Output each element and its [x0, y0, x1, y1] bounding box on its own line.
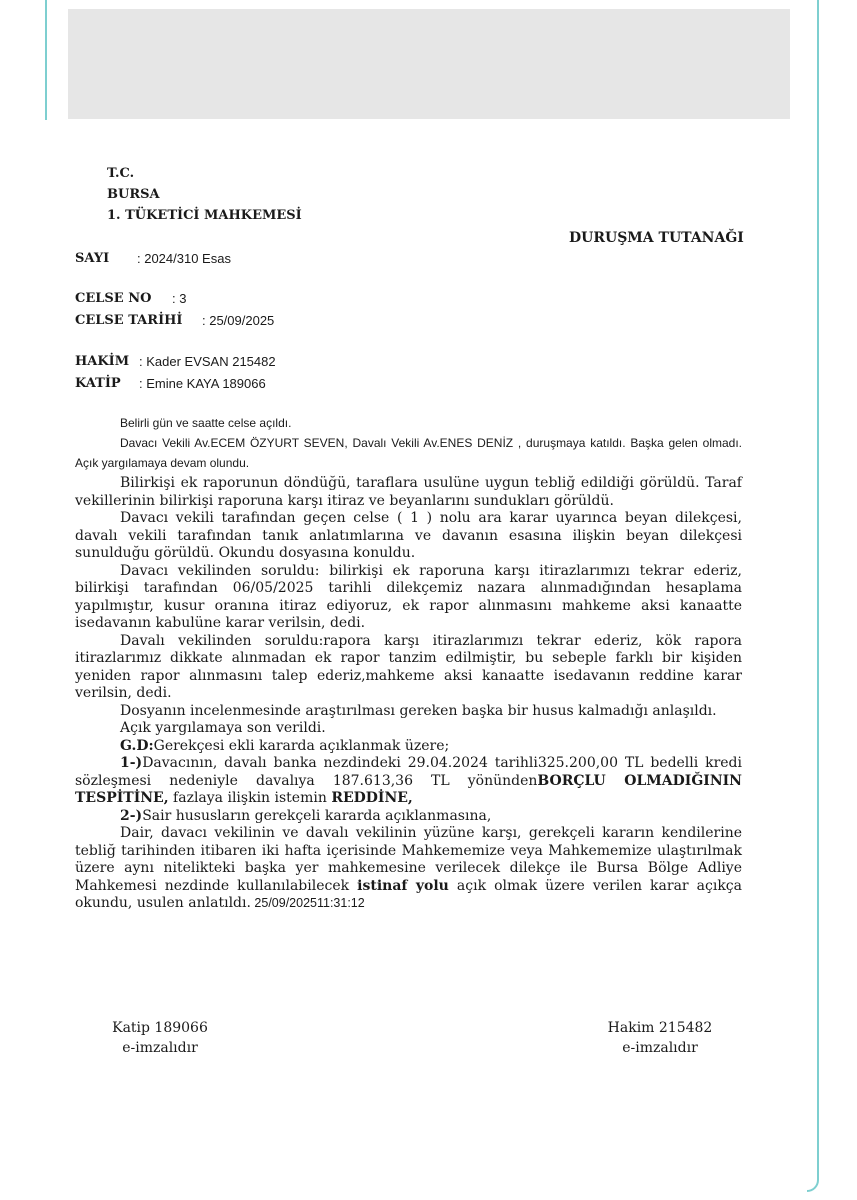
hakim-value: : Kader EVSAN 215482 [139, 354, 276, 369]
gd-label: G.D: [120, 737, 154, 754]
katip-label: KATİP [75, 376, 121, 391]
item1-text-a: Davacının, davalı banka nezdindeki 29.04.2024 tarihli325.200,00 TL bedelli kredi sözleşmesi nedeniyle davalıya 187.613,36 TL yönünden [75, 755, 742, 789]
item1-bold: BORÇLU OLMADIĞININ TESPİTİNE, [75, 772, 742, 806]
verdict-item-1 [75, 755, 742, 808]
hakim-signature [590, 1018, 730, 1058]
header-court: 1. TÜKETİCİ MAHKEMESİ [107, 208, 302, 223]
item2-text: Sair hususların gerekçeli kararda açıklanmasına, [142, 807, 492, 824]
hakim-signature-name: Hakim 215482 [607, 1020, 713, 1036]
sayi-label: SAYI [75, 251, 110, 266]
paragraph-expert-report: Bilirkişi ek raporunun döndüğü, taraflara usulüne uygun tebliğ edildiği görüldü. Taraf vekillerinin bilirkişi raporuna karşı itiraz ve beyanlarını sundukları görüldü. [75, 475, 742, 509]
header-city: BURSA [107, 187, 160, 202]
verdict-item-2 [75, 808, 742, 826]
appeal-text-a: Dair, davacı vekilinin ve davalı vekilinin yüzüne karşı, gerekçeli kararın kendilerine tebliğ tarihinden itibaren iki hafta içerisinde Mahkememize veya Mahkememize ulaştırılmak üzere aynı nitelikteki başka yer mahkemesine verilecek dilekçe ile Bursa Bölge Adliye Mahkemesi nezdinde kullanılabilecek [75, 825, 742, 894]
celse-no-label: CELSE NO [75, 291, 152, 306]
paragraph-petitions: Davacı vekili tarafından geçen celse ( 1 ) nolu ara karar uyarınca beyan dilekçesi, davalı vekili tarafından tanık anlatımlarına ve davanın esasına ilişkin beyan dilekçesi sunulduğu görüldü. Okundu dosyasına konuldu. [75, 510, 742, 561]
celse-tarihi-label: CELSE TARİHİ [75, 313, 183, 328]
hakim-label: HAKİM [75, 354, 130, 369]
paragraph-review: Dosyanın incelenmesinde araştırılması gereken başka bir husus kalmadığı anlaşıldı. [120, 702, 717, 719]
celse-no-value: : 3 [172, 291, 187, 306]
paragraph-opening: Belirli gün ve saatte celse açıldı. [120, 416, 292, 430]
celse-tarihi-value: : 25/09/2025 [202, 313, 275, 328]
header-country: T.C. [107, 166, 135, 181]
katip-signature [90, 1018, 230, 1058]
appeal-timestamp: 25/09/202511:31:12 [250, 896, 365, 910]
item1-bold2: REDDİNE, [331, 790, 413, 806]
paragraph-defendant-statement: Davalı vekilinden soruldu:rapora karşı itirazlarımızı tekrar ederiz, kök rapora itirazlarımız dikkate alınmadan ek rapor tanzim edilmiştir, bu sebeple farklı bir kişiden yeniden rapor alınmasını talep ederiz,mahkeme aksi kanaatte isedavanın reddine karar verilsin, dedi. [75, 632, 742, 701]
hakim-signature-status: e-imzalıdır [622, 1040, 698, 1056]
katip-signature-status: e-imzalıdır [122, 1040, 198, 1056]
gd-text: Gerekçesi ekli kararda açıklanmak üzere; [153, 737, 450, 754]
minutes-body [75, 413, 742, 913]
paragraph-closing: Açık yargılamaya son verildi. [120, 720, 326, 736]
item1-number: 1-) [120, 755, 143, 771]
paragraph-plaintiff-statement: Davacı vekilinden soruldu: bilirkişi ek raporuna karşı itirazlarımızı tekrar ederiz, bilirkişi tarafından 06/05/2025 tarihli dilekçemiz nazara alınmadığından hesaplama yapılmıştır, kusur oranına itiraz ediyoruz, ek rapor alınmasını mahkeme aksi kanaatte isedavanın kabulüne karar verilsin, dedi. [75, 562, 742, 631]
appeal-text-b: açık olmak üzere verilen karar açıkça okundu, usulen anlatıldı. [75, 877, 742, 911]
sayi-value: : 2024/310 Esas [137, 251, 231, 266]
katip-value: : Emine KAYA 189066 [139, 376, 266, 391]
paragraph-appeal [75, 825, 742, 913]
item2-number: 2-) [120, 807, 143, 824]
item1-text-b: fazlaya ilişkin istemin [168, 790, 332, 806]
paragraph-attendance: Davacı Vekili Av.ECEM ÖZYURT SEVEN, Davalı Vekili Av.ENES DENİZ , duruşmaya katıldı. Başka gelen olmadı. Açık yargılamaya devam olundu. [75, 436, 742, 470]
paragraph-gd [75, 738, 742, 756]
katip-signature-name: Katip 189066 [112, 1020, 208, 1036]
appeal-bold: istinaf yolu [357, 877, 449, 894]
doc-title: DURUŞMA TUTANAĞI [569, 230, 744, 246]
